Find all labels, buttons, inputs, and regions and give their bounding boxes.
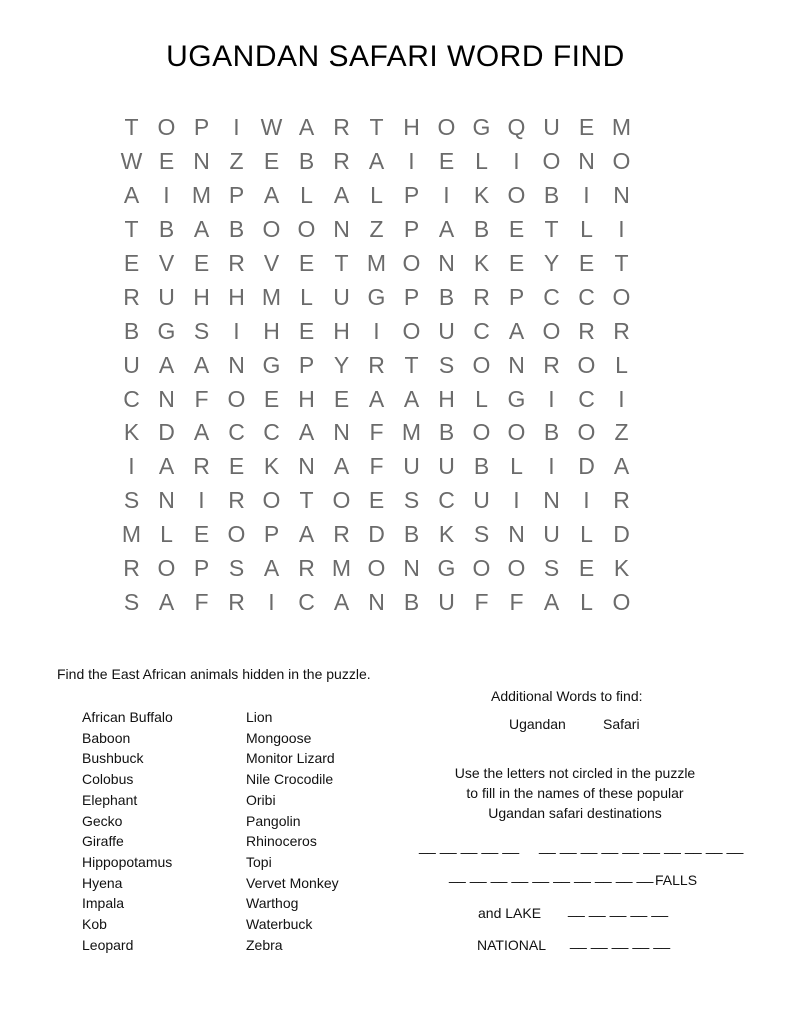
additional-word-ugandan: Ugandan bbox=[509, 716, 566, 732]
word-list-item: Giraffe bbox=[82, 833, 124, 850]
grid-letter[interactable]: V bbox=[158, 250, 175, 276]
grid-letter[interactable]: A bbox=[193, 216, 210, 243]
grid-letter[interactable]: U bbox=[473, 487, 490, 514]
word-list-item: Vervet Monkey bbox=[246, 874, 339, 891]
grid-letter[interactable]: M bbox=[121, 521, 142, 548]
instructions-text: Find the East African animals hidden in the puzzle. bbox=[57, 666, 371, 682]
grid-letter[interactable]: N bbox=[228, 351, 245, 378]
grid-letter[interactable]: U bbox=[403, 453, 420, 480]
grid-letter[interactable]: T bbox=[369, 114, 384, 141]
grid-letter[interactable]: A bbox=[193, 419, 210, 446]
grid-row bbox=[114, 111, 674, 145]
grid-letter[interactable]: Y bbox=[333, 351, 350, 378]
grid-letter[interactable]: I bbox=[268, 588, 275, 615]
grid-letter[interactable]: N bbox=[368, 588, 385, 615]
grid-letter[interactable]: S bbox=[228, 555, 245, 582]
grid-letter[interactable]: E bbox=[193, 250, 210, 276]
grid-letter[interactable]: K bbox=[473, 182, 490, 209]
grid-letter[interactable]: N bbox=[613, 182, 630, 209]
grid-letter[interactable]: I bbox=[548, 385, 555, 412]
grid-letter[interactable]: S bbox=[438, 351, 455, 378]
grid-row bbox=[114, 416, 674, 450]
additional-words-heading: Additional Words to find: bbox=[491, 688, 643, 704]
grid-letter[interactable]: R bbox=[123, 555, 140, 582]
grid-letter[interactable]: I bbox=[163, 182, 170, 209]
grid-row bbox=[114, 280, 674, 314]
grid-letter[interactable]: B bbox=[438, 283, 455, 310]
grid-row bbox=[114, 552, 674, 586]
grid-letter[interactable]: E bbox=[123, 250, 140, 276]
grid-letter[interactable]: V bbox=[263, 250, 280, 276]
word-list-item: Colobus bbox=[82, 771, 134, 788]
grid-letter[interactable]: A bbox=[123, 182, 140, 209]
grid-letter[interactable]: F bbox=[369, 419, 384, 446]
grid-row bbox=[114, 314, 674, 348]
destination-blanks-4: __ __ __ __ __ bbox=[570, 933, 671, 950]
grid-letter[interactable]: E bbox=[508, 250, 525, 276]
grid-letter[interactable]: C bbox=[578, 283, 595, 310]
grid-row bbox=[114, 213, 674, 247]
grid-letter[interactable]: R bbox=[193, 453, 210, 480]
grid-letter[interactable]: O bbox=[227, 385, 246, 412]
grid-letter[interactable]: C bbox=[263, 419, 280, 446]
grid-letter[interactable]: E bbox=[578, 250, 595, 276]
word-list-item: Elephant bbox=[82, 791, 138, 808]
grid-letter[interactable]: O bbox=[402, 250, 421, 276]
grid-letter[interactable]: E bbox=[193, 521, 210, 548]
grid-letter[interactable]: R bbox=[613, 487, 630, 514]
word-list-item: Waterbuck bbox=[246, 916, 313, 933]
lake-label: and LAKE bbox=[478, 905, 542, 921]
grid-letter[interactable]: W bbox=[260, 114, 283, 141]
grid-letter[interactable]: E bbox=[578, 555, 595, 582]
grid-letter[interactable]: A bbox=[368, 148, 385, 175]
grid-letter[interactable]: L bbox=[300, 182, 313, 209]
grid-letter[interactable]: C bbox=[473, 317, 490, 344]
grid-letter[interactable]: Q bbox=[507, 114, 526, 141]
word-list-item: Kob bbox=[82, 916, 107, 933]
destination-blanks-2: __ __ __ __ __ __ __ __ __ __ bbox=[449, 867, 654, 884]
grid-letter[interactable]: E bbox=[298, 250, 315, 276]
grid-letter[interactable]: C bbox=[123, 385, 140, 412]
grid-letter[interactable]: C bbox=[298, 588, 315, 615]
grid-letter[interactable]: O bbox=[577, 419, 596, 446]
grid-letter[interactable]: R bbox=[578, 317, 595, 344]
grid-letter[interactable]: P bbox=[508, 283, 525, 310]
fill-instructions-line: Use the letters not circled in the puzzle bbox=[454, 765, 696, 781]
grid-letter[interactable]: D bbox=[368, 521, 385, 548]
grid-letter[interactable]: O bbox=[507, 555, 526, 582]
grid-letter[interactable]: E bbox=[263, 148, 280, 175]
grid-letter[interactable]: L bbox=[300, 283, 313, 310]
grid-letter[interactable]: E bbox=[228, 453, 245, 480]
grid-letter[interactable]: G bbox=[367, 283, 386, 310]
grid-letter[interactable]: E bbox=[263, 385, 280, 412]
word-list-item: Topi bbox=[246, 853, 272, 870]
grid-letter[interactable]: G bbox=[262, 351, 281, 378]
grid-letter[interactable]: H bbox=[333, 317, 350, 344]
grid-letter[interactable]: I bbox=[443, 182, 450, 209]
word-list-item: Hyena bbox=[82, 874, 123, 891]
grid-letter[interactable]: R bbox=[333, 521, 350, 548]
falls-label: FALLS bbox=[655, 872, 698, 888]
grid-letter[interactable]: S bbox=[193, 317, 210, 344]
grid-letter[interactable]: R bbox=[228, 487, 245, 514]
grid-letter[interactable]: R bbox=[228, 250, 245, 276]
grid-letter[interactable]: I bbox=[233, 114, 240, 141]
grid-letter[interactable]: L bbox=[615, 351, 628, 378]
grid-row bbox=[114, 518, 674, 552]
grid-row bbox=[114, 179, 674, 213]
grid-letter[interactable]: R bbox=[543, 351, 560, 378]
grid-letter[interactable]: W bbox=[120, 148, 143, 175]
grid-letter[interactable]: B bbox=[158, 216, 175, 243]
grid-letter[interactable]: U bbox=[543, 114, 560, 141]
grid-row bbox=[114, 247, 674, 281]
grid-letter[interactable]: D bbox=[578, 453, 595, 480]
fill-instructions-line: to fill in the names of these popular bbox=[466, 785, 684, 801]
word-list-item: Gecko bbox=[82, 812, 123, 829]
grid-letter[interactable]: O bbox=[157, 114, 176, 141]
word-list-item: Monitor Lizard bbox=[246, 750, 335, 767]
grid-letter[interactable]: O bbox=[542, 148, 561, 175]
grid-letter[interactable]: Y bbox=[543, 250, 560, 276]
grid-letter[interactable]: A bbox=[438, 216, 455, 243]
grid-letter[interactable]: N bbox=[403, 555, 420, 582]
grid-letter[interactable]: S bbox=[123, 588, 140, 615]
grid-letter[interactable]: H bbox=[228, 283, 245, 310]
word-list-item: Leopard bbox=[82, 936, 134, 953]
grid-letter[interactable]: F bbox=[369, 453, 384, 480]
grid-letter[interactable]: P bbox=[228, 182, 245, 209]
grid-letter[interactable]: E bbox=[578, 114, 595, 141]
grid-letter[interactable]: D bbox=[613, 521, 630, 548]
grid-letter[interactable]: S bbox=[403, 487, 420, 514]
grid-letter[interactable]: F bbox=[474, 588, 489, 615]
grid-letter[interactable]: Z bbox=[369, 216, 384, 243]
grid-letter[interactable]: I bbox=[618, 216, 625, 243]
grid-letter[interactable]: Z bbox=[229, 148, 244, 175]
word-list-item: Nile Crocodile bbox=[246, 771, 334, 788]
grid-letter[interactable]: B bbox=[543, 182, 560, 209]
word-list-item: Lion bbox=[246, 709, 273, 725]
grid-letter[interactable]: A bbox=[158, 588, 175, 615]
grid-letter[interactable]: K bbox=[438, 521, 455, 548]
grid-letter[interactable]: F bbox=[194, 588, 209, 615]
word-list-item: Zebra bbox=[246, 936, 283, 953]
grid-letter[interactable]: F bbox=[194, 385, 209, 412]
grid-letter[interactable]: L bbox=[475, 385, 488, 412]
grid-letter[interactable]: O bbox=[367, 555, 386, 582]
grid-letter[interactable]: O bbox=[542, 317, 561, 344]
grid-letter[interactable]: N bbox=[158, 487, 175, 514]
grid-letter[interactable]: N bbox=[578, 148, 595, 175]
grid-letter[interactable]: E bbox=[508, 216, 525, 243]
grid-letter[interactable]: O bbox=[472, 419, 491, 446]
grid-letter[interactable]: O bbox=[262, 487, 281, 514]
grid-letter[interactable]: I bbox=[583, 487, 590, 514]
grid-letter[interactable]: L bbox=[160, 521, 173, 548]
grid-letter[interactable]: K bbox=[613, 555, 630, 582]
grid-letter[interactable]: L bbox=[580, 588, 593, 615]
grid-letter[interactable]: O bbox=[612, 283, 631, 310]
grid-letter[interactable]: I bbox=[373, 317, 380, 344]
grid-letter[interactable]: U bbox=[543, 521, 560, 548]
grid-letter[interactable]: A bbox=[298, 419, 315, 446]
grid-letter[interactable]: A bbox=[508, 317, 525, 344]
grid-letter[interactable]: L bbox=[580, 216, 593, 243]
grid-letter[interactable]: M bbox=[191, 182, 212, 209]
destination-blanks-3: __ __ __ __ __ bbox=[568, 901, 669, 918]
grid-letter[interactable]: I bbox=[408, 148, 415, 175]
word-list-item: African Buffalo bbox=[82, 709, 173, 725]
destination-blanks-1b: __ __ __ __ __ __ __ __ __ __ bbox=[539, 838, 744, 855]
destination-blanks-1a: __ __ __ __ __ bbox=[419, 838, 520, 855]
grid-letter[interactable]: A bbox=[263, 555, 280, 582]
grid-letter[interactable]: N bbox=[333, 419, 350, 446]
grid-letter[interactable]: N bbox=[508, 521, 525, 548]
grid-letter[interactable]: B bbox=[543, 419, 560, 446]
grid-letter[interactable]: R bbox=[333, 148, 350, 175]
grid-letter[interactable]: R bbox=[228, 588, 245, 615]
grid-letter[interactable]: O bbox=[507, 419, 526, 446]
word-list-item: Hippopotamus bbox=[82, 853, 173, 870]
word-list-item: Pangolin bbox=[246, 812, 301, 829]
grid-letter[interactable]: P bbox=[263, 521, 280, 548]
grid-letter[interactable]: C bbox=[578, 385, 595, 412]
grid-letter[interactable]: R bbox=[298, 555, 315, 582]
word-list-item: Oribi bbox=[246, 791, 276, 808]
grid-letter[interactable]: N bbox=[543, 487, 560, 514]
grid-letter[interactable]: C bbox=[228, 419, 245, 446]
word-list-item: Rhinoceros bbox=[246, 833, 317, 850]
grid-letter[interactable]: C bbox=[438, 487, 455, 514]
grid-letter[interactable]: B bbox=[228, 216, 245, 243]
grid-letter[interactable]: N bbox=[438, 250, 455, 276]
grid-letter[interactable]: L bbox=[475, 148, 488, 175]
grid-letter[interactable]: E bbox=[158, 148, 175, 175]
grid-letter[interactable]: A bbox=[158, 351, 175, 378]
grid-letter[interactable]: N bbox=[193, 148, 210, 175]
grid-letter[interactable]: T bbox=[299, 487, 314, 514]
grid-letter[interactable]: O bbox=[227, 521, 246, 548]
word-list-left bbox=[82, 707, 173, 955]
grid-letter[interactable]: I bbox=[618, 385, 625, 412]
grid-letter[interactable]: I bbox=[198, 487, 205, 514]
grid-letter[interactable]: U bbox=[158, 283, 175, 310]
grid-letter[interactable]: K bbox=[473, 250, 490, 276]
grid-letter[interactable]: O bbox=[157, 555, 176, 582]
grid-letter[interactable]: U bbox=[438, 317, 455, 344]
grid-letter[interactable]: U bbox=[123, 351, 140, 378]
grid-letter[interactable]: M bbox=[611, 114, 632, 141]
grid-letter[interactable]: B bbox=[438, 419, 455, 446]
grid-letter[interactable]: R bbox=[368, 351, 385, 378]
grid-row bbox=[114, 585, 674, 619]
grid-letter[interactable]: D bbox=[158, 419, 175, 446]
grid-letter[interactable]: M bbox=[401, 419, 422, 446]
grid-letter[interactable]: O bbox=[577, 351, 596, 378]
grid-letter[interactable]: T bbox=[404, 351, 419, 378]
grid-letter[interactable]: A bbox=[193, 351, 210, 378]
word-list-item: Mongoose bbox=[246, 729, 312, 746]
grid-letter[interactable]: A bbox=[158, 453, 175, 480]
grid-letter[interactable]: B bbox=[403, 521, 420, 548]
grid-letter[interactable]: U bbox=[438, 588, 455, 615]
grid-letter[interactable]: C bbox=[543, 283, 560, 310]
grid-letter[interactable]: F bbox=[509, 588, 524, 615]
grid-letter[interactable]: K bbox=[123, 419, 140, 446]
grid-letter[interactable]: P bbox=[298, 351, 315, 378]
grid-letter[interactable]: I bbox=[583, 182, 590, 209]
grid-letter[interactable]: B bbox=[123, 317, 140, 344]
additional-word-safari: Safari bbox=[603, 716, 640, 732]
grid-letter[interactable]: A bbox=[333, 453, 350, 480]
grid-letter[interactable]: O bbox=[507, 182, 526, 209]
fill-instructions-line: Ugandan safari destinations bbox=[488, 805, 662, 821]
grid-letter[interactable]: Z bbox=[614, 419, 629, 446]
grid-letter[interactable]: T bbox=[124, 216, 139, 243]
grid-letter[interactable]: A bbox=[263, 182, 280, 209]
grid-letter[interactable]: S bbox=[543, 555, 560, 582]
national-label: NATIONAL bbox=[477, 937, 546, 953]
grid-letter[interactable]: U bbox=[333, 283, 350, 310]
fill-instructions bbox=[410, 763, 740, 823]
grid-letter[interactable]: R bbox=[333, 114, 350, 141]
grid-letter[interactable]: B bbox=[473, 453, 490, 480]
grid-row bbox=[114, 145, 674, 179]
grid-letter[interactable]: A bbox=[403, 385, 420, 412]
grid-letter[interactable]: B bbox=[298, 148, 315, 175]
grid-letter[interactable]: A bbox=[298, 521, 315, 548]
grid-letter[interactable]: H bbox=[298, 385, 315, 412]
grid-letter[interactable]: G bbox=[472, 114, 491, 141]
grid-row bbox=[114, 348, 674, 382]
grid-letter[interactable]: O bbox=[612, 148, 631, 175]
grid-letter[interactable]: H bbox=[403, 114, 420, 141]
grid-letter[interactable]: B bbox=[403, 588, 420, 615]
grid-letter[interactable]: G bbox=[437, 555, 456, 582]
grid-letter[interactable]: E bbox=[333, 385, 350, 412]
grid-letter[interactable]: T bbox=[334, 250, 349, 276]
grid-letter[interactable]: A bbox=[298, 114, 315, 141]
word-search-grid bbox=[114, 111, 674, 619]
grid-letter[interactable]: O bbox=[472, 555, 491, 582]
grid-row bbox=[114, 484, 674, 518]
grid-letter[interactable]: L bbox=[510, 453, 523, 480]
grid-row bbox=[114, 382, 674, 416]
grid-letter[interactable]: N bbox=[158, 385, 175, 412]
grid-letter[interactable]: A bbox=[613, 453, 630, 480]
grid-letter[interactable]: E bbox=[438, 148, 455, 175]
word-list-item: Bushbuck bbox=[82, 750, 144, 767]
grid-letter[interactable]: G bbox=[507, 385, 526, 412]
grid-letter[interactable]: O bbox=[472, 351, 491, 378]
grid-letter[interactable]: T bbox=[124, 114, 139, 141]
grid-letter[interactable]: T bbox=[614, 250, 629, 276]
grid-letter[interactable]: O bbox=[332, 487, 351, 514]
grid-letter[interactable]: S bbox=[473, 521, 490, 548]
grid-letter[interactable]: U bbox=[438, 453, 455, 480]
page-title: UGANDAN SAFARI WORD FIND bbox=[166, 40, 625, 73]
grid-letter[interactable]: R bbox=[123, 283, 140, 310]
grid-letter[interactable]: M bbox=[366, 250, 387, 276]
grid-letter[interactable]: T bbox=[544, 216, 559, 243]
grid-letter[interactable]: N bbox=[333, 216, 350, 243]
grid-letter[interactable]: O bbox=[437, 114, 456, 141]
grid-letter[interactable]: P bbox=[403, 216, 420, 243]
grid-letter[interactable]: I bbox=[513, 148, 520, 175]
word-list-item: Warthog bbox=[246, 895, 299, 912]
word-list-right bbox=[246, 707, 339, 955]
grid-letter[interactable]: I bbox=[233, 317, 240, 344]
grid-letter[interactable]: L bbox=[370, 182, 383, 209]
grid-letter[interactable]: B bbox=[473, 216, 490, 243]
grid-letter[interactable]: A bbox=[333, 182, 350, 209]
grid-letter[interactable]: H bbox=[193, 283, 210, 310]
grid-letter[interactable]: R bbox=[473, 283, 490, 310]
grid-letter[interactable]: E bbox=[298, 317, 315, 344]
grid-letter[interactable]: P bbox=[193, 555, 210, 582]
grid-letter[interactable]: N bbox=[508, 351, 525, 378]
grid-letter[interactable]: L bbox=[580, 521, 593, 548]
grid-letter[interactable]: E bbox=[368, 487, 385, 514]
grid-letter[interactable]: O bbox=[262, 216, 281, 243]
grid-letter[interactable]: G bbox=[157, 317, 176, 344]
grid-letter[interactable]: A bbox=[333, 588, 350, 615]
grid-letter[interactable]: P bbox=[403, 182, 420, 209]
grid-letter[interactable]: A bbox=[368, 385, 385, 412]
word-list-item: Impala bbox=[82, 895, 125, 912]
grid-letter[interactable]: N bbox=[298, 453, 315, 480]
grid-letter[interactable]: I bbox=[513, 487, 520, 514]
grid-letter[interactable]: H bbox=[438, 385, 455, 412]
grid-letter[interactable]: I bbox=[548, 453, 555, 480]
grid-letter[interactable]: K bbox=[263, 453, 280, 480]
grid-letter[interactable]: O bbox=[402, 317, 421, 344]
grid-letter[interactable]: I bbox=[128, 453, 135, 480]
grid-letter[interactable]: O bbox=[297, 216, 316, 243]
grid-letter[interactable]: P bbox=[193, 114, 210, 141]
grid-letter[interactable]: S bbox=[123, 487, 140, 514]
grid-letter[interactable]: H bbox=[263, 317, 280, 344]
grid-row bbox=[114, 450, 674, 484]
grid-letter[interactable]: M bbox=[261, 283, 282, 310]
grid-letter[interactable]: R bbox=[613, 317, 630, 344]
grid-letter[interactable]: P bbox=[403, 283, 420, 310]
grid-letter[interactable]: A bbox=[543, 588, 560, 615]
grid-letter[interactable]: O bbox=[612, 588, 631, 615]
word-list-item: Baboon bbox=[82, 729, 131, 746]
grid-letter[interactable]: M bbox=[331, 555, 352, 582]
